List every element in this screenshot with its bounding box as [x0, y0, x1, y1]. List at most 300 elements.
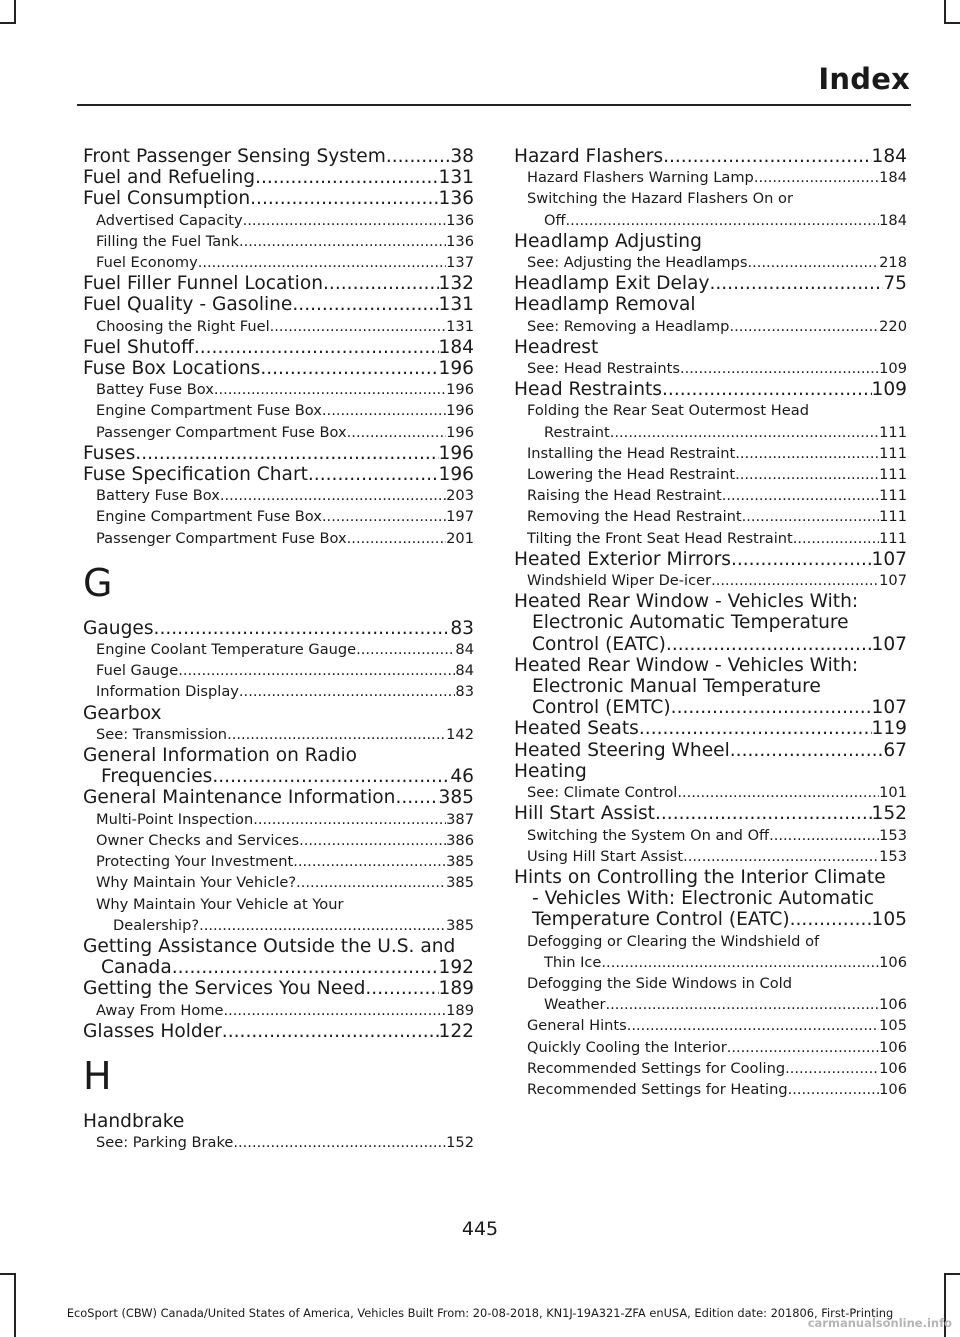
entry-label: Restraint [544, 423, 610, 441]
dot-leader [227, 724, 446, 745]
dot-leader [199, 915, 446, 936]
entry-label: Frequencies [101, 766, 213, 788]
index-entry[interactable] [514, 379, 907, 400]
entry-label: Thin Ice [544, 953, 602, 971]
page-number: 445 [461, 1218, 499, 1240]
dot-leader [793, 528, 879, 549]
dot-leader [754, 167, 879, 188]
footer-text: EcoSport (CBW) Canada/United States of America, Vehicles Built From: 20-08-2018, KN1J-19A321-ZFA enUSA, Edition date: 201806, First-Printing [66, 1306, 894, 1320]
page-ref[interactable]: 106 [879, 953, 907, 971]
dot-leader [347, 422, 446, 443]
entry-label-line: Hints on Controlling the Interior Climate [514, 866, 886, 888]
entry-label: Gauges [83, 617, 154, 639]
page-ref[interactable]: 109 [871, 379, 907, 401]
page-ref[interactable]: 131 [438, 167, 474, 189]
entry-label: Heated Steering Wheel [514, 739, 730, 761]
index-subentry[interactable] [514, 931, 907, 973]
entry-label: Information Display [96, 683, 239, 701]
entry-label: Switching the System On and Off [527, 826, 770, 844]
entry-label-line: Electronic Manual Temperature [532, 676, 821, 698]
page-ref[interactable]: 107 [879, 572, 907, 590]
page-ref[interactable]: 196 [446, 423, 474, 441]
page-ref[interactable]: 131 [438, 294, 474, 316]
dot-leader [788, 1079, 880, 1100]
dot-leader [709, 273, 883, 294]
index-entry[interactable] [83, 464, 474, 485]
page-ref[interactable]: 387 [446, 810, 474, 828]
crop-mark [0, 1273, 16, 1275]
dot-leader [178, 660, 455, 681]
index-heading: Headlamp Removal [514, 294, 696, 316]
entry-label-line: Why Maintain Your Vehicle at Your [96, 895, 344, 913]
entry-label: Fuel Shutoff [83, 336, 194, 358]
index-subentry[interactable] [83, 660, 474, 681]
entry-label: General Hints [527, 1017, 627, 1035]
dot-leader [214, 379, 446, 400]
crop-mark [0, 22, 16, 24]
entry-label-line: Getting Assistance Outside the U.S. and [83, 935, 456, 957]
page-ref[interactable]: 122 [438, 1020, 474, 1042]
dot-leader [639, 718, 872, 739]
page-ref[interactable]: 201 [446, 529, 474, 547]
index-subentry[interactable] [514, 188, 907, 230]
page-ref[interactable]: 106 [879, 1038, 907, 1056]
entry-label-line: Defogging or Clearing the Windshield of [527, 932, 820, 950]
entry-label: See: Climate Control [527, 784, 678, 802]
index-subentry[interactable] [83, 506, 474, 527]
page-ref[interactable]: 111 [879, 466, 907, 484]
dot-leader [727, 1037, 879, 1058]
index-entry[interactable] [83, 167, 474, 188]
entry-label: Installing the Head Restraint [527, 444, 736, 462]
index-subentry[interactable] [514, 443, 907, 464]
index-subentry[interactable] [83, 231, 474, 252]
entry-label: See: Transmission [96, 725, 228, 743]
index-subentry[interactable] [83, 485, 474, 506]
dot-leader [292, 294, 438, 315]
dot-leader [566, 210, 880, 231]
dot-leader [255, 167, 438, 188]
dot-leader [223, 1000, 446, 1021]
page-ref[interactable]: 136 [446, 232, 474, 250]
dot-leader [677, 782, 879, 803]
page-ref[interactable]: 106 [879, 996, 907, 1014]
entry-label: Filling the Fuel Tank [96, 232, 239, 250]
entry-label: Multi-Point Inspection [96, 810, 254, 828]
index-subentry[interactable] [514, 570, 907, 591]
index-subentry[interactable] [514, 506, 907, 527]
index-heading: Headrest [514, 336, 599, 358]
index-entry[interactable] [514, 273, 907, 294]
dot-leader [194, 337, 439, 358]
entry-label: Canada [101, 957, 172, 979]
dot-leader [250, 188, 438, 209]
entry-label: Using Hill Start Assist [527, 847, 684, 865]
entry-label: Protecting Your Investment [96, 853, 294, 871]
index-entry[interactable] [514, 549, 907, 570]
dot-leader [356, 639, 455, 660]
entry-label-line: Defogging the Side Windows in Cold [527, 974, 792, 992]
index-subentry[interactable] [83, 894, 474, 936]
page-ref[interactable]: 132 [438, 273, 474, 295]
index-subentry[interactable] [514, 782, 907, 803]
dot-leader [666, 634, 872, 655]
entry-label: Windshield Wiper De-icer [527, 572, 712, 590]
index-column-left [83, 146, 474, 1153]
page-ref[interactable]: 84 [455, 641, 474, 659]
page-ref[interactable]: 106 [879, 1080, 907, 1098]
index-subentry[interactable] [83, 379, 474, 400]
index-subentry[interactable] [514, 167, 907, 188]
index-subentry[interactable] [514, 846, 907, 867]
index-subentry[interactable] [83, 681, 474, 702]
page-ref[interactable]: 189 [438, 978, 474, 1000]
dot-leader [785, 1058, 879, 1079]
dot-leader [212, 766, 450, 787]
page-ref[interactable]: 385 [438, 787, 474, 809]
index-subentry[interactable] [83, 851, 474, 872]
entry-label: See: Removing a Headlamp [527, 317, 730, 335]
index-subentry[interactable] [83, 872, 474, 893]
section-letter: H [83, 1053, 112, 1098]
page-ref[interactable]: 111 [879, 487, 907, 505]
entry-label: Fuses [83, 442, 136, 464]
entry-label: Battery Fuse Box [96, 487, 220, 505]
index-subentry[interactable] [514, 1058, 907, 1079]
index-entry[interactable] [83, 358, 474, 379]
index-subentry[interactable] [514, 1015, 907, 1036]
dot-leader [260, 358, 438, 379]
entry-label: Battey Fuse Box [96, 381, 214, 399]
index-subentry[interactable] [83, 422, 474, 443]
page-ref[interactable]: 153 [879, 826, 907, 844]
index-entry[interactable] [83, 188, 474, 209]
dot-leader [655, 803, 872, 824]
dot-leader [293, 851, 446, 872]
page-ref[interactable]: 136 [446, 211, 474, 229]
page-ref[interactable]: 84 [455, 662, 474, 680]
page-ref[interactable]: 75 [883, 273, 907, 295]
index-subentry[interactable] [83, 809, 474, 830]
index-entry[interactable] [514, 867, 907, 931]
page-ref[interactable]: 385 [446, 874, 474, 892]
page-ref[interactable]: 46 [450, 766, 474, 788]
entry-label-line: - Vehicles With: Electronic Automatic [532, 888, 875, 910]
index-heading: Heating [514, 760, 587, 782]
index-entry[interactable] [514, 740, 907, 761]
page-ref[interactable]: 136 [438, 188, 474, 210]
entry-label: See: Head Restraints [527, 360, 680, 378]
entry-label: Fuel Economy [96, 254, 198, 272]
dot-leader [671, 697, 872, 718]
entry-label: Fuel Gauge [96, 662, 179, 680]
index-subentry[interactable] [83, 316, 474, 337]
dot-leader [395, 787, 438, 808]
dot-leader [663, 146, 871, 167]
page-ref[interactable]: 189 [446, 1001, 474, 1019]
entry-label: Raising the Head Restraint [527, 487, 722, 505]
entry-label-line: Electronic Automatic Temperature [532, 612, 849, 634]
dot-leader [610, 422, 879, 443]
page-ref[interactable]: 142 [446, 725, 474, 743]
index-subentry[interactable] [83, 400, 474, 421]
page-ref[interactable]: 119 [871, 718, 907, 740]
crop-mark [944, 1273, 960, 1275]
dot-leader [243, 210, 446, 231]
index-entry[interactable] [83, 787, 474, 808]
index-subentry[interactable] [83, 528, 474, 549]
entry-label: Weather [544, 996, 606, 1014]
page-ref[interactable]: 111 [879, 508, 907, 526]
page-ref[interactable]: 111 [879, 529, 907, 547]
index-subentry[interactable] [514, 464, 907, 485]
dot-leader [239, 681, 456, 702]
page-ref[interactable]: 385 [446, 853, 474, 871]
entry-label: Headlamp Exit Delay [514, 273, 710, 295]
entry-label: Fuse Box Locations [83, 358, 261, 380]
crop-mark [944, 22, 960, 24]
entry-label: Choosing the Right Fuel [96, 317, 270, 335]
index-subentry[interactable] [514, 358, 907, 379]
dot-leader [601, 952, 879, 973]
index-entry[interactable] [514, 655, 907, 719]
entry-label: Hazard Flashers Warning Lamp [527, 169, 754, 187]
page-ref[interactable]: 184 [879, 169, 907, 187]
page-ref[interactable]: 196 [438, 464, 474, 486]
page-ref[interactable]: 111 [879, 444, 907, 462]
entry-label: Advertised Capacity [96, 211, 243, 229]
index-entry[interactable] [83, 443, 474, 464]
entry-label: Engine Compartment Fuse Box [96, 402, 322, 420]
page-ref[interactable]: 197 [446, 508, 474, 526]
index-subentry[interactable] [83, 724, 474, 745]
dot-leader [731, 549, 872, 570]
dot-leader [322, 400, 446, 421]
page-ref[interactable]: 67 [883, 739, 907, 761]
index-heading: Gearbox [83, 702, 162, 724]
index-subentry[interactable] [83, 639, 474, 660]
dot-leader [790, 909, 872, 930]
entry-label: Recommended Settings for Heating [527, 1080, 788, 1098]
dot-leader [198, 252, 446, 273]
page-title: Index [818, 62, 910, 96]
dot-leader [711, 570, 879, 591]
crop-mark [944, 0, 946, 22]
page-ref[interactable]: 196 [438, 358, 474, 380]
page-ref[interactable]: 184 [871, 146, 907, 167]
page-ref[interactable]: 107 [871, 633, 907, 655]
index-entry[interactable] [514, 803, 907, 824]
entry-label: Fuel and Refueling [83, 167, 256, 189]
entry-label: See: Parking Brake [96, 1134, 234, 1152]
entry-label-line: Heated Rear Window - Vehicles With: [514, 654, 859, 676]
entry-label: Hill Start Assist [514, 803, 655, 825]
dot-leader [729, 316, 879, 337]
dot-leader [296, 872, 446, 893]
title-divider [77, 104, 911, 106]
page-ref[interactable]: 220 [879, 317, 907, 335]
dot-leader [172, 957, 439, 978]
page-ref[interactable]: 152 [446, 1134, 474, 1152]
page-ref[interactable]: 196 [438, 442, 474, 464]
index-entry[interactable] [83, 936, 474, 978]
dot-leader [662, 379, 872, 400]
entry-label: Off [544, 211, 566, 229]
page-ref[interactable]: 137 [446, 254, 474, 272]
entry-label: Control (EATC) [532, 633, 666, 655]
index-subentry[interactable] [514, 825, 907, 846]
dot-leader [386, 146, 451, 167]
entry-label: Getting the Services You Need [83, 978, 366, 1000]
index-subentry[interactable] [83, 1132, 474, 1153]
index-subentry[interactable] [514, 528, 907, 549]
dot-leader [769, 825, 879, 846]
dot-leader [742, 506, 880, 527]
entry-label: Why Maintain Your Vehicle? [96, 874, 297, 892]
dot-leader [747, 252, 879, 273]
index-subentry[interactable] [514, 1037, 907, 1058]
index-entry[interactable] [83, 1021, 474, 1042]
entry-label: Fuel Consumption [83, 188, 251, 210]
page-ref[interactable]: 184 [879, 211, 907, 229]
index-entry[interactable] [83, 978, 474, 999]
crop-mark [14, 0, 16, 22]
entry-label: Engine Compartment Fuse Box [96, 508, 322, 526]
page-ref[interactable]: 152 [871, 803, 907, 825]
page-ref[interactable]: 196 [446, 402, 474, 420]
index-subentry[interactable] [514, 252, 907, 273]
watermark: carmanualsonline.info [807, 1316, 952, 1330]
entry-label: Fuel Quality - Gasoline [83, 294, 293, 316]
dot-leader [722, 485, 879, 506]
entry-label-line: Switching the Hazard Flashers On or [527, 190, 793, 208]
page-ref[interactable]: 107 [871, 697, 907, 719]
entry-label: Removing the Head Restraint [527, 508, 742, 526]
entry-label: General Maintenance Information [83, 787, 396, 809]
entry-label: Passenger Compartment Fuse Box [96, 529, 347, 547]
dot-leader [135, 443, 438, 464]
page-ref[interactable]: 203 [446, 487, 474, 505]
entry-label: Dealership? [113, 916, 200, 934]
dot-leader [323, 273, 438, 294]
page-ref[interactable]: 105 [879, 1017, 907, 1035]
dot-leader [233, 1132, 446, 1153]
index-entry[interactable] [514, 591, 907, 655]
entry-label: Owner Checks and Services [96, 831, 300, 849]
dot-leader [735, 464, 879, 485]
index-entry[interactable] [83, 146, 474, 167]
page-ref[interactable]: 196 [446, 381, 474, 399]
dot-leader [735, 443, 879, 464]
entry-label: Fuel Filler Funnel Location [83, 273, 324, 295]
dot-leader [683, 846, 879, 867]
index-subentry[interactable] [83, 210, 474, 231]
entry-label: Glasses Holder [83, 1020, 222, 1042]
index-subentry[interactable] [514, 485, 907, 506]
page-ref[interactable]: 106 [879, 1059, 907, 1077]
dot-leader [605, 994, 879, 1015]
entry-label: Quickly Cooling the Interior [527, 1038, 727, 1056]
page-ref[interactable]: 83 [455, 683, 474, 701]
dot-leader [308, 464, 439, 485]
index-entry[interactable] [83, 294, 474, 315]
entry-label: Temperature Control (EATC) [532, 909, 790, 931]
index-subentry[interactable] [83, 252, 474, 273]
index-entry[interactable] [83, 618, 474, 639]
index-entry[interactable] [83, 745, 474, 787]
index-column-right [514, 146, 907, 1100]
page-ref[interactable]: 218 [879, 254, 907, 272]
page-ref[interactable]: 83 [450, 617, 474, 639]
page-ref[interactable]: 131 [446, 317, 474, 335]
index-entry[interactable] [83, 337, 474, 358]
page-ref[interactable]: 153 [879, 847, 907, 865]
entry-label: Head Restraints [514, 379, 662, 401]
index-entry[interactable] [514, 718, 907, 739]
dot-leader [239, 231, 446, 252]
entry-label: See: Adjusting the Headlamps [527, 254, 748, 272]
entry-label: Heated Seats [514, 718, 639, 740]
index-entry[interactable] [83, 273, 474, 294]
index-subentry[interactable] [514, 316, 907, 337]
page-ref[interactable]: 111 [879, 423, 907, 441]
dot-leader [154, 618, 451, 639]
entry-label: Fuse Specification Chart [83, 464, 308, 486]
entry-label: Hazard Flashers [514, 146, 664, 167]
page-ref[interactable]: 109 [879, 360, 907, 378]
page-ref[interactable]: 101 [879, 784, 907, 802]
entry-label: Engine Coolant Temperature Gauge [96, 641, 357, 659]
index-heading: Headlamp Adjusting [514, 230, 702, 252]
dot-leader [253, 809, 446, 830]
section-letter: G [83, 560, 113, 605]
entry-label: Heated Exterior Mirrors [514, 548, 731, 570]
dot-leader [299, 830, 446, 851]
index-subentry[interactable] [514, 1079, 907, 1100]
entry-label: Front Passenger Sensing System [83, 146, 386, 167]
page-ref[interactable]: 105 [871, 909, 907, 931]
dot-leader [680, 358, 879, 379]
page-ref[interactable]: 386 [446, 831, 474, 849]
page-ref[interactable]: 107 [871, 548, 907, 570]
page-ref[interactable]: 192 [438, 957, 474, 979]
page-ref[interactable]: 385 [446, 916, 474, 934]
dot-leader [627, 1015, 879, 1036]
index-heading: Handbrake [83, 1110, 185, 1132]
dot-leader [220, 485, 446, 506]
entry-label-line: General Information on Radio [83, 745, 358, 767]
index-entry[interactable] [514, 146, 907, 167]
entry-label: Recommended Settings for Cooling [527, 1059, 786, 1077]
dot-leader [365, 978, 438, 999]
dot-leader [322, 506, 446, 527]
index-subentry[interactable] [83, 830, 474, 851]
entry-label-line: Folding the Rear Seat Outermost Head [527, 402, 809, 420]
entry-label: Lowering the Head Restraint [527, 466, 736, 484]
entry-label-line: Heated Rear Window - Vehicles With: [514, 591, 859, 613]
dot-leader [270, 316, 446, 337]
entry-label: Control (EMTC) [532, 697, 671, 719]
index-subentry[interactable] [514, 973, 907, 1015]
page-ref[interactable]: 184 [438, 336, 474, 358]
dot-leader [222, 1021, 439, 1042]
index-subentry[interactable] [514, 400, 907, 442]
page-ref[interactable]: 38 [450, 146, 474, 167]
index-subentry[interactable] [83, 1000, 474, 1021]
entry-label: Tilting the Front Seat Head Restraint [527, 529, 793, 547]
entry-label: Away From Home [96, 1001, 224, 1019]
dot-leader [347, 528, 446, 549]
